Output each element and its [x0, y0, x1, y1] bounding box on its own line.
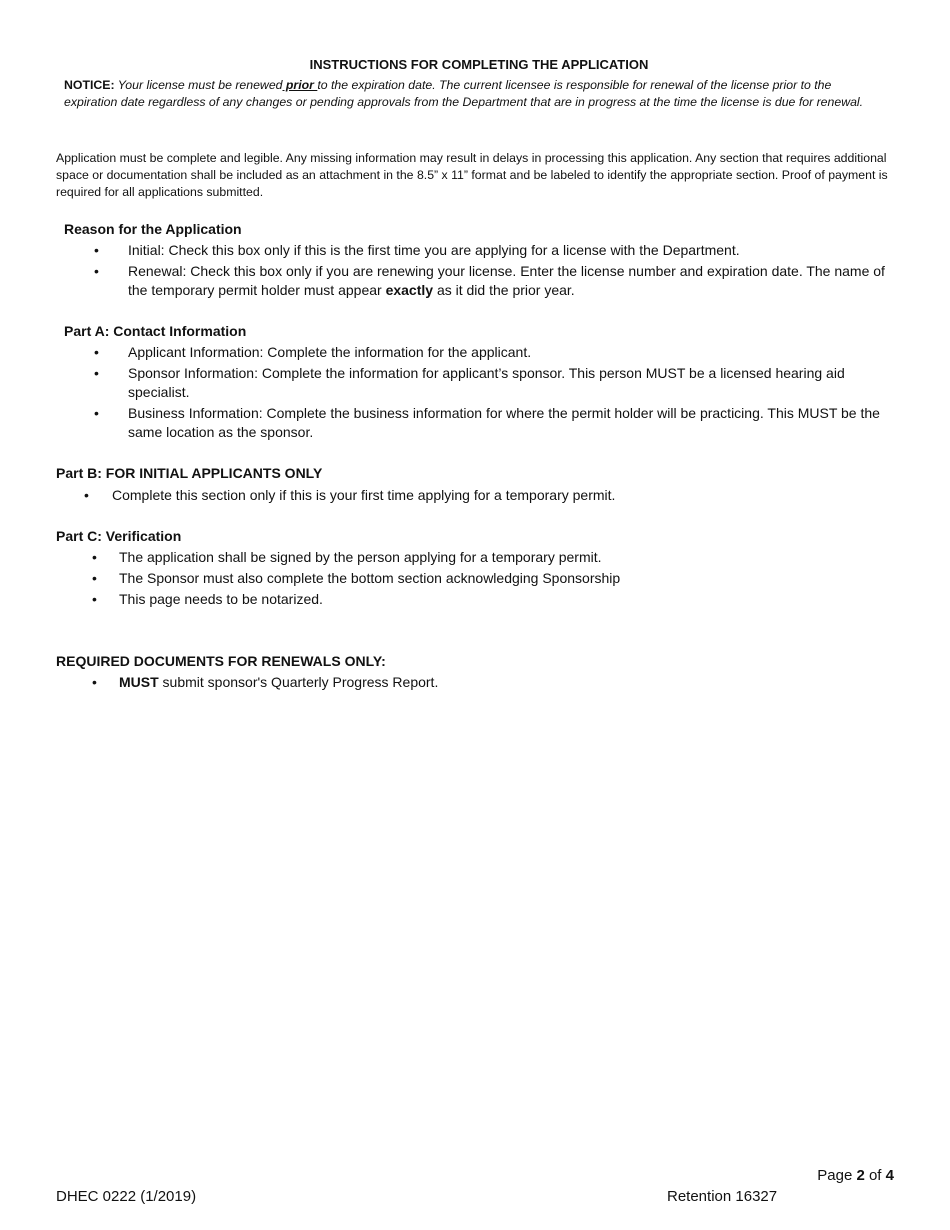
part-c-heading: Part C: Verification: [56, 528, 182, 544]
list-item: [56, 569, 896, 588]
page-title: INSTRUCTIONS FOR COMPLETING THE APPLICATION: [309, 57, 649, 72]
bullet-icon: •: [94, 405, 99, 421]
part-a-list: [64, 343, 900, 444]
reason-renewal-bold: exactly: [385, 282, 434, 298]
reason-initial: Initial: Check this box only if this is the first time you are applying for a license with the Department.: [128, 242, 740, 258]
notice-label: NOTICE:: [64, 78, 115, 92]
required-heading: REQUIRED DOCUMENTS FOR RENEWALS ONLY:: [56, 653, 386, 669]
bullet-icon: •: [92, 591, 97, 607]
required-must: MUST: [119, 674, 159, 690]
required-item: submit sponsor's Quarterly Progress Report.: [158, 674, 439, 690]
bullet-icon: •: [94, 365, 99, 381]
bullet-icon: •: [92, 549, 97, 565]
notice: [64, 77, 864, 111]
intro-paragraph: Application must be complete and legible. Any missing information may result in delays in processing this application. Any section that requires additional space or documentation shall be included as an attachment in the 8.5” x 11” format and be labeled to identify the appropriate section. Proof of payment is required for all applications submitted.: [56, 151, 888, 199]
part-a-item: Applicant Information: Complete the information for the applicant.: [128, 344, 532, 360]
part-a-item: Business Information: Complete the business information for where the permit holder will be practicing. This MUST be the same location as the sponsor.: [128, 405, 880, 440]
list-item: [64, 404, 900, 442]
bullet-icon: •: [94, 242, 99, 258]
list-item: [64, 241, 900, 260]
part-a-heading: Part A: Contact Information: [64, 323, 247, 339]
list-item: [56, 590, 896, 609]
notice-text-before: Your license must be renewed: [114, 78, 283, 92]
part-a-item: Sponsor Information: Complete the information for applicant’s sponsor. This person MUST be a licensed hearing aid specialist.: [128, 365, 845, 400]
list-item: [56, 486, 896, 505]
notice-emphasis: prior: [282, 78, 318, 92]
part-b-item: Complete this section only if this is your first time applying for a temporary permit.: [112, 487, 616, 503]
notice-text-after: to the expiration date. The current licensee is responsible for renewal of the license prior to the expiration date regardless of any changes or pending approvals from the Department that are in progress at the time the license is due for renewal.: [64, 78, 864, 109]
list-item: [64, 364, 900, 402]
list-item: [64, 262, 900, 300]
page-number: Page 2 of 4: [817, 1167, 894, 1184]
reason-heading: Reason for the Application: [64, 221, 242, 237]
form-id: DHEC 0222 (1/2019): [56, 1188, 197, 1205]
reason-renewal-tail: as it did the prior year.: [433, 282, 575, 298]
reason-renewal: Renewal: Check this box only if you are renewing your license. Enter the license number and expiration date. The name of the temporary permit holder must appear: [128, 263, 885, 298]
part-c-list: [56, 548, 896, 611]
part-c-item: This page needs to be notarized.: [119, 591, 323, 607]
part-c-item: The application shall be signed by the person applying for a temporary permit.: [119, 549, 602, 565]
reason-list: [64, 241, 900, 302]
bullet-icon: •: [94, 344, 99, 360]
bullet-icon: •: [92, 674, 97, 690]
part-b-heading: Part B: FOR INITIAL APPLICANTS ONLY: [56, 465, 323, 481]
bullet-icon: •: [84, 487, 89, 503]
part-c-item: The Sponsor must also complete the bottom section acknowledging Sponsorship: [119, 570, 621, 586]
list-item: [64, 343, 900, 362]
bullet-icon: •: [94, 263, 99, 279]
list-item: [56, 673, 896, 692]
retention-number: Retention 16327: [667, 1188, 778, 1205]
bullet-icon: •: [92, 570, 97, 586]
part-b-list: [56, 486, 896, 507]
list-item: [56, 548, 896, 567]
required-list: [56, 673, 896, 694]
